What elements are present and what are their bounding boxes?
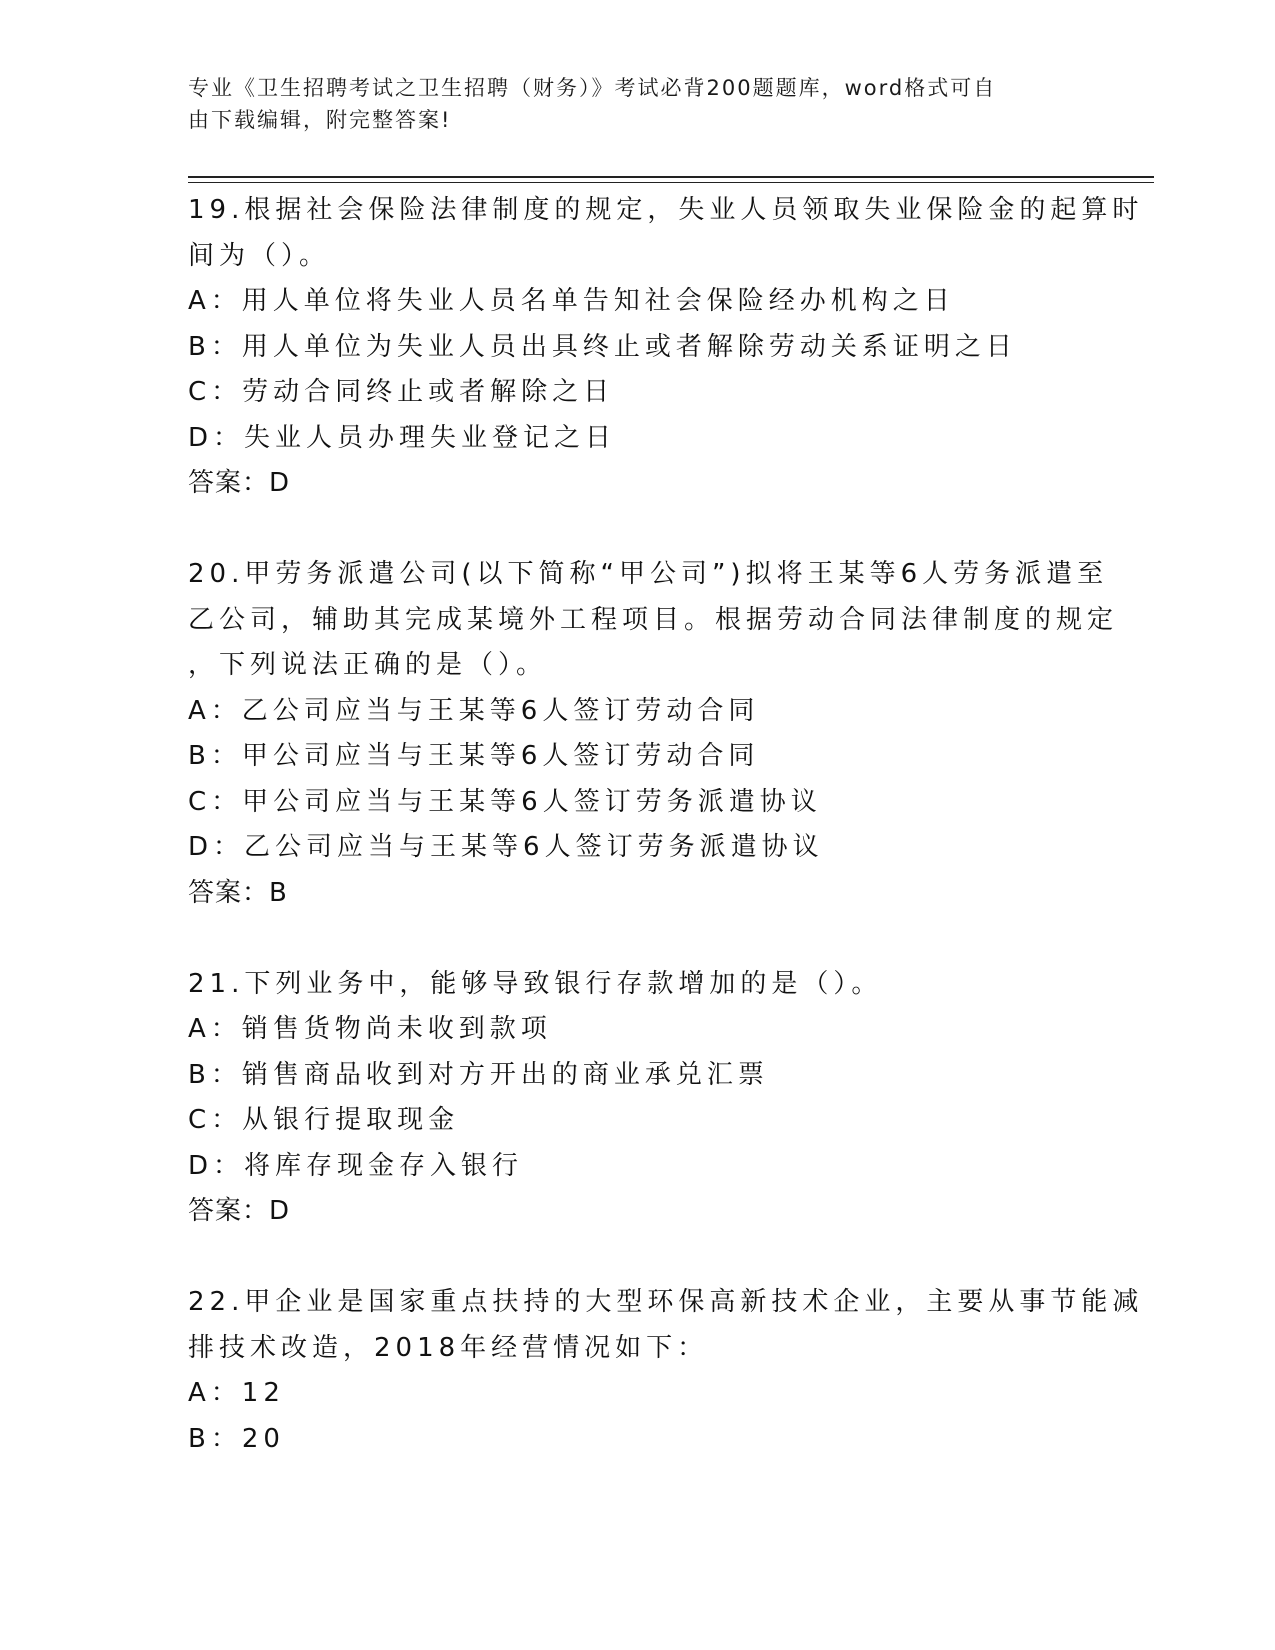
spacer [188, 507, 1088, 553]
option-a: A：乙公司应当与王某等6人签订劳动合同 [188, 695, 760, 726]
header-divider [188, 182, 1154, 183]
option-d: D：乙公司应当与王某等6人签订劳务派遣协议 [188, 832, 824, 862]
option-c: C：劳动合同终止或者解除之日 [188, 377, 615, 407]
question-19 [188, 188, 1144, 507]
header-line: 由下载编辑，附完整答案! [188, 108, 452, 132]
question-stem: 乙公司，辅助其完成某境外工程项目。根据劳动合同法律制度的规定 [188, 604, 1119, 635]
answer-text: 答案：D [188, 1196, 291, 1226]
document-header [188, 72, 1088, 136]
question-list [188, 188, 1144, 1462]
option-b: B：20 [188, 1423, 285, 1454]
question-21 [188, 962, 1088, 1235]
question-stem: 排技术改造，2018年经营情况如下： [188, 1332, 709, 1363]
question-stem: 19.根据社会保险法律制度的规定，失业人员领取失业保险金的起算时 [188, 195, 1144, 225]
option-b: B：甲公司应当与王某等6人签订劳动合同 [188, 741, 760, 771]
answer-text: 答案：D [188, 468, 291, 498]
spacer [188, 916, 1088, 962]
answer-text: 答案：B [188, 877, 288, 908]
question-stem: ，下列说法正确的是（）。 [188, 650, 548, 680]
header-divider [188, 176, 1154, 178]
question-22 [188, 1280, 1144, 1462]
option-b: B：用人单位为失业人员出具终止或者解除劳动关系证明之日 [188, 331, 1017, 362]
option-d: D：失业人员办理失业登记之日 [188, 422, 617, 453]
option-b: B：销售商品收到对方开出的商业承兑汇票 [188, 1059, 769, 1090]
question-stem: 21.下列业务中，能够导致银行存款增加的是（）。 [188, 968, 883, 999]
question-stem: 22.甲企业是国家重点扶持的大型环保高新技术企业，主要从事节能减 [188, 1287, 1144, 1317]
option-a: A：销售货物尚未收到款项 [188, 1014, 552, 1044]
option-d: D：将库存现金存入银行 [188, 1150, 524, 1181]
option-a: A：用人单位将失业人员名单告知社会保险经办机构之日 [188, 286, 955, 316]
option-c: C：甲公司应当与王某等6人签订劳务派遣协议 [188, 786, 822, 817]
question-20 [188, 552, 1119, 916]
option-a: A：12 [188, 1378, 285, 1408]
header-line: 专业《卫生招聘考试之卫生招聘（财务）》考试必背200题题库，word格式可自 [188, 76, 997, 100]
question-stem: 20.甲劳务派遣公司(以下简称“甲公司”)拟将王某等6人劳务派遣至 [188, 559, 1109, 589]
question-stem: 间为（）。 [188, 240, 331, 271]
spacer [188, 1235, 1088, 1281]
option-c: C：从银行提取现金 [188, 1105, 460, 1135]
